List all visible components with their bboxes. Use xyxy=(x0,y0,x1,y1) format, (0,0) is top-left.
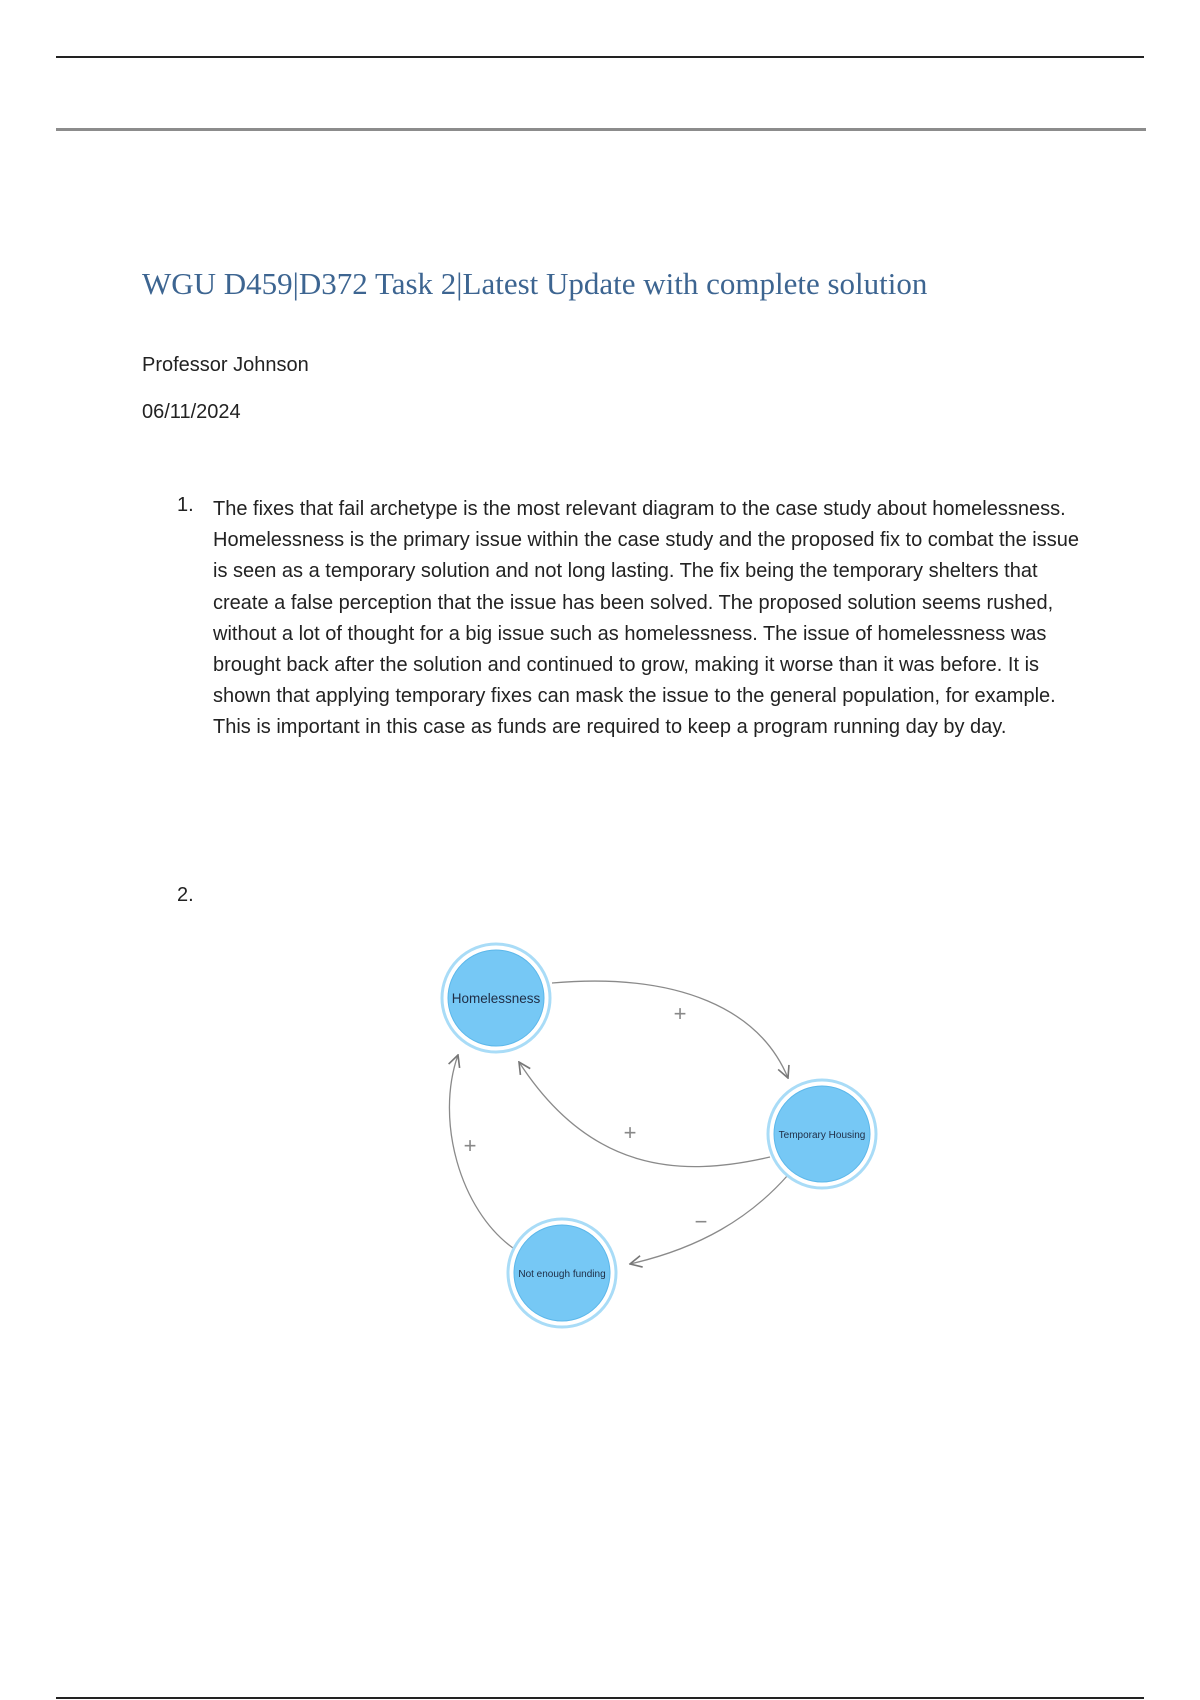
link-temporary-housing-to-homelessness xyxy=(519,1062,770,1167)
item-number: 1. xyxy=(177,494,194,516)
node-label: Homelessness xyxy=(451,991,541,1006)
polarity-label: + xyxy=(463,1133,477,1158)
header-rule-bottom xyxy=(56,128,1146,131)
header-rule-top xyxy=(56,56,1144,58)
node-homelessness xyxy=(442,944,550,1052)
link-funding-to-homelessness xyxy=(449,1055,513,1248)
polarity-label: + xyxy=(623,1120,637,1145)
document-title: WGU D459|D372 Task 2|Latest Update with complete solution xyxy=(142,266,928,301)
node-label: Not enough funding xyxy=(518,1269,606,1280)
link-homelessness-to-temporary-housing xyxy=(552,981,788,1078)
node-not-enough-funding xyxy=(508,1219,616,1327)
footer-rule xyxy=(56,1697,1144,1699)
polarity-label: + xyxy=(673,1001,687,1026)
node-temporary-housing xyxy=(768,1080,876,1188)
date-line: 06/11/2024 xyxy=(142,401,241,423)
author-line: Professor Johnson xyxy=(142,354,309,376)
link-temporary-housing-to-funding xyxy=(630,1175,788,1264)
node-label: Temporary Housing xyxy=(778,1130,866,1141)
answer-item-2-number: 2. xyxy=(177,884,194,906)
polarity-label: − xyxy=(694,1209,708,1234)
answer-paragraph: The fixes that fail archetype is the most relevant diagram to the case study about homelessness. Homelessness is the primary issue within the case study and the proposed fix to combat the issue is seen as a temporary solution and not long lasting. The fix being the temporary shelters that create a false perception that the issue has been solved. The proposed solution seems rushed, without a lot of thought for a big issue such as homelessness. The issue of homelessness was brought back after the solution and continued to grow, making it worse than it was before. It is shown that applying temporary fixes can mask the issue to the general population, for example. This is important in this case as funds are required to keep a program running day by day. xyxy=(213,498,1079,739)
